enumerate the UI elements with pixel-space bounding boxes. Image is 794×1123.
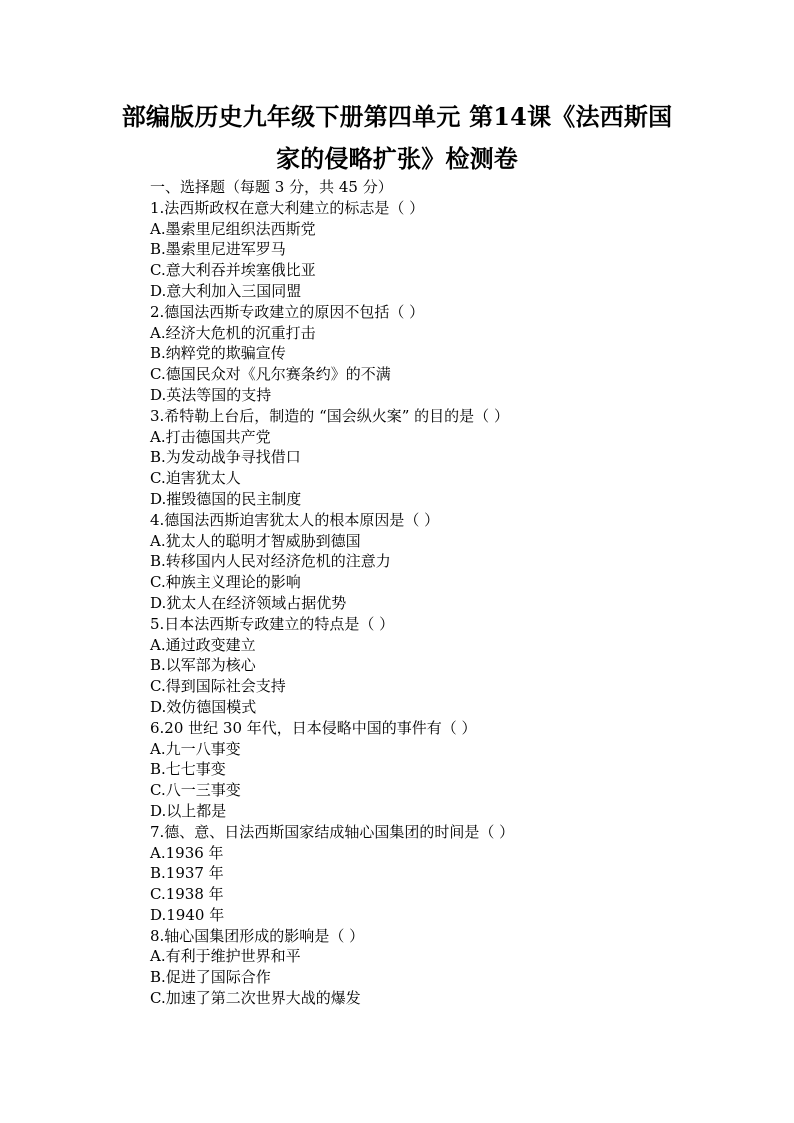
option-d: D.英法等国的支持: [150, 385, 272, 404]
question-8: [150, 926, 750, 1009]
question-stem: 2.德国法西斯专政建立的原因不包括（ ）: [150, 302, 425, 321]
question-5: [150, 614, 750, 718]
question-stem: 5.日本法西斯专政建立的特点是（ ）: [150, 614, 395, 633]
question-4: [150, 510, 750, 614]
option-b: B.纳粹党的欺骗宣传: [150, 344, 286, 363]
option-d: D.以上都是: [150, 801, 227, 820]
question-2: [150, 302, 750, 406]
question-section: [150, 177, 750, 1009]
question-stem: 1.法西斯政权在意大利建立的标志是（ ）: [150, 198, 425, 217]
option-c: C.加速了第二次世界大战的爆发: [150, 989, 361, 1008]
option-c: C.八一三事变: [150, 781, 241, 800]
option-b: B.促进了国际合作: [150, 968, 271, 987]
option-a: A.九一八事变: [150, 739, 241, 758]
question-stem: 8.轴心国集团形成的影响是（ ）: [150, 926, 365, 945]
question-stem: 3.希特勒上台后，制造的 “国会纵火案” 的目的是（ ）: [150, 406, 509, 425]
option-c: C.德国民众对《凡尔赛条约》的不满: [150, 365, 391, 384]
option-b: B.墨索里尼进军罗马: [150, 240, 286, 259]
option-d: D.犹太人在经济领域占据优势: [150, 593, 347, 612]
option-a: A.经济大危机的沉重打击: [150, 323, 316, 342]
document-title-line-2: 家的侵略扩张》检测卷: [276, 144, 518, 173]
option-d: D.摧毁德国的民主制度: [150, 489, 302, 508]
option-b: B.七七事变: [150, 760, 226, 779]
question-stem: 6.20 世纪 30 年代，日本侵略中国的事件有（ ）: [150, 718, 477, 737]
option-b: B.转移国内人民对经济危机的注意力: [150, 552, 391, 571]
question-6: [150, 718, 750, 822]
option-a: A.1936 年: [150, 843, 224, 862]
option-a: A.犹太人的聪明才智威胁到德国: [150, 531, 361, 550]
option-b: B.1937 年: [150, 864, 224, 883]
question-stem: 4.德国法西斯迫害犹太人的根本原因是（ ）: [150, 510, 440, 529]
option-c: C.迫害犹太人: [150, 469, 241, 488]
option-c: C.得到国际社会支持: [150, 677, 286, 696]
option-c: C.1938 年: [150, 885, 224, 904]
section-heading: 一、选择题（每题 3 分，共 45 分）: [150, 178, 393, 196]
option-c: C.意大利吞并埃塞俄比亚: [150, 261, 316, 280]
option-a: A.墨索里尼组织法西斯党: [150, 219, 316, 238]
option-d: D.1940 年: [150, 905, 225, 924]
option-c: C.种族主义理论的影响: [150, 573, 301, 592]
option-a: A.通过政变建立: [150, 635, 256, 654]
option-d: D.意大利加入三国同盟: [150, 281, 302, 300]
option-b: B.为发动战争寻找借口: [150, 448, 301, 467]
option-a: A.有利于维护世界和平: [150, 947, 301, 966]
question-stem: 7.德、意、日法西斯国家结成轴心国集团的时间是（ ）: [150, 822, 515, 841]
option-a: A.打击德国共产党: [150, 427, 271, 446]
question-7: [150, 822, 750, 926]
question-1: [150, 198, 750, 302]
document-title-line-1: 部编版历史九年级下册第四单元 第14课《法西斯国: [121, 102, 673, 131]
option-d: D.效仿德国模式: [150, 697, 257, 716]
option-b: B.以军部为核心: [150, 656, 256, 675]
question-3: [150, 406, 750, 510]
